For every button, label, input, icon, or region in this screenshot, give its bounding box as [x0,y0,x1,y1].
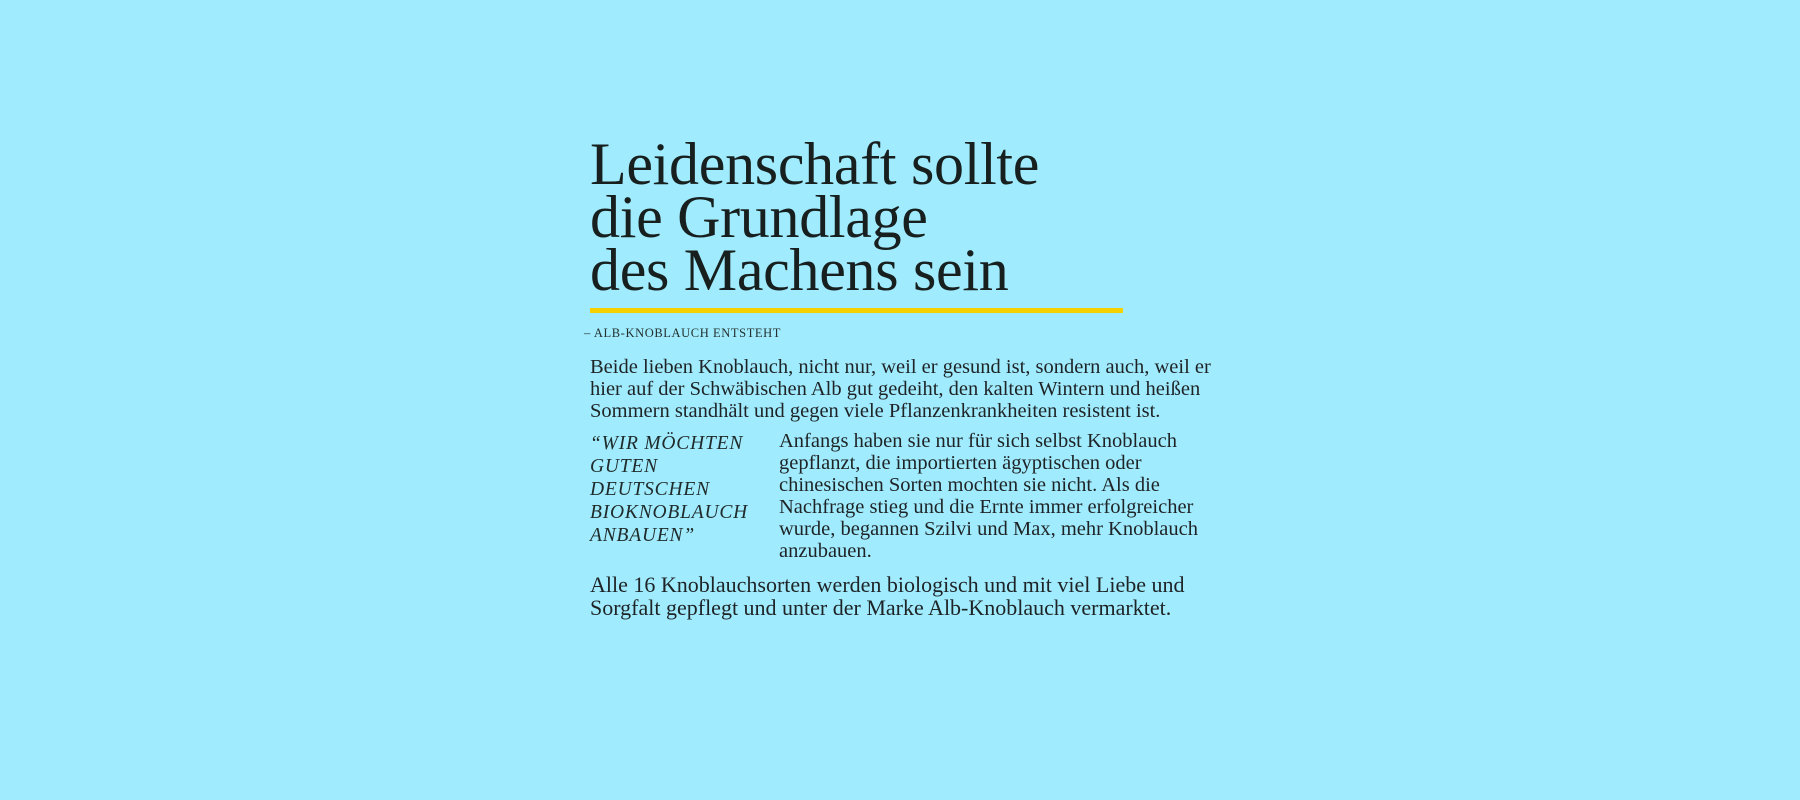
pull-quote: “WIR MÖCHTEN GUTEN DEUTSCHEN BIOKNOBLAUCH ANBAUEN” [590,433,749,546]
article [584,131,1230,620]
section-kicker: – ALB-KNOBLAUCH ENTSTEHT [584,326,782,340]
paragraph-closing: Alle 16 Knoblauchsorten werden biologisch und mit viel Liebe und Sorgfalt gepflegt und unter der Marke Alb-Knoblauch vermarktet. [590,572,1185,620]
headline-underline [590,308,1123,313]
headline-line-2: die Grundlage [590,184,928,250]
headline [590,131,1230,303]
quote-and-text-row [590,432,1230,562]
headline-line-1: Leidenschaft sollte [590,131,1040,197]
paragraph-intro: Beide lieben Knoblauch, nicht nur, weil er gesund ist, sondern auch, weil er hier auf der Schwäbischen Alb gut gedeiht, den kalten Wintern und heißen Sommern standhält und gegen viele Pflanzenkrankheiten resistent ist. [590,356,1211,422]
paragraph-history: Anfangs haben sie nur für sich selbst Knoblauch gepflanzt, die importierten ägyptischen oder chinesischen Sorten mochten sie nicht. Als die Nachfrage stieg und die Ernte immer erfolgreicher wurde, begannen Szilvi und Max, mehr Knoblauch anzubauen. [779,430,1199,562]
headline-line-3: des Machens sein [590,237,1009,303]
